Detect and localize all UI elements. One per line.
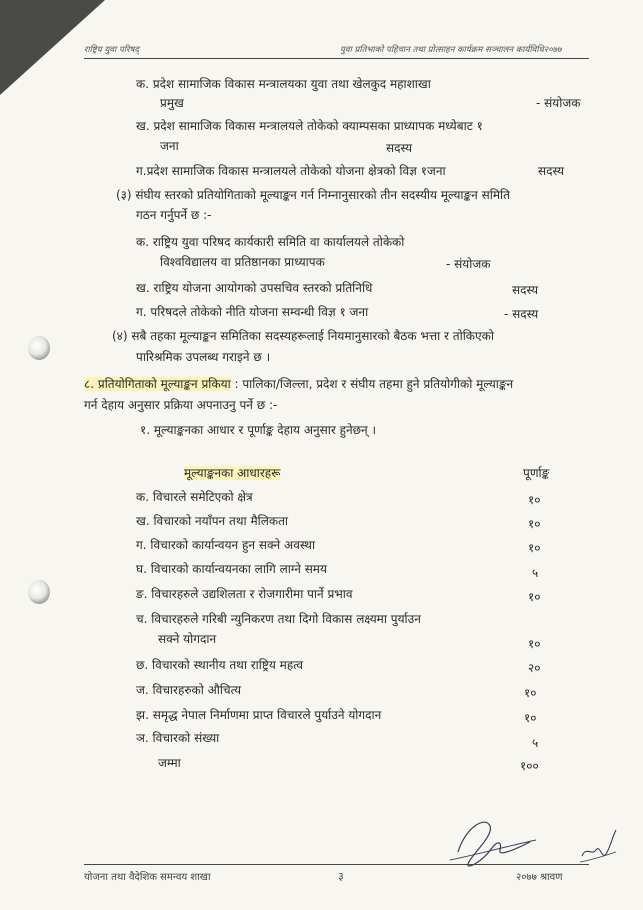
- table-col2-header: पूर्णाङ्क: [523, 466, 550, 480]
- table-row-7-label: छ. विचारको स्थानीय तथा राष्ट्रिय महत्व: [136, 658, 304, 672]
- punch-hole-top: [28, 336, 50, 360]
- table-row-3-label: ग. विचारको कार्यान्वयन हुन सक्ने अवस्था: [136, 538, 316, 552]
- table-row-5-label: ङ. विचारहरुले उद्यशिलता र रोजगारीमा पार्ने प्रभाव: [136, 587, 353, 601]
- clause4-line2: पारिश्रमिक उपलब्ध गराइने छ ।: [136, 350, 271, 364]
- table-col1-header: मूल्याङ्कनका आधारहरू: [184, 466, 281, 480]
- table-row-4-score: ५: [532, 566, 539, 580]
- committee-item-1-role: - संयोजक: [536, 96, 581, 110]
- table-row-9-label: झ. समृद्ध नेपाल निर्माणमा प्राप्त विचारले पुर्याउने योगदान: [136, 708, 382, 722]
- table-row-2-label: ख. विचारको नयाँपन तथा मैलिकता: [136, 514, 289, 528]
- table-row-8-label: ज. विचारहरुको औचित्य: [136, 683, 242, 697]
- clause3-item-1-line2: विश्वविद्यालय वा प्रतिष्ठानका प्राध्यापक: [160, 255, 325, 269]
- clause3-item-2-role: सदस्य: [512, 283, 539, 297]
- section8-sub: १. मूल्याङ्कनका आधार र पूर्णाङ्क देहाय अनुसार हुनेछन् ।: [140, 423, 377, 437]
- punch-hole-bottom: [28, 580, 50, 604]
- committee-item-1-line2: प्रमुख: [160, 96, 184, 110]
- table-row-9-score: १०: [524, 711, 537, 725]
- table-row-2-score: १०: [528, 517, 541, 531]
- footer-right: २०७७ श्रावण: [516, 872, 563, 883]
- clause3-item-3-line1: ग. परिषदले तोकेको नीति योजना सम्वन्धी विज्ञ १ जना: [136, 305, 369, 319]
- clause3-line1: (३) संघीय स्तरको प्रतियोगिताको मूल्याङ्कन गर्न निम्नानुसारको तीन सदस्यीय मूल्याङ्कन समिति: [116, 188, 510, 202]
- clause3-line2: गठन गर्नुपर्ने छ :-: [136, 208, 212, 222]
- table-row-6-label: च. विचारहरुले गरिबी न्युनिकरण तथा दिगो विकास लक्ष्यमा पुर्याउन: [136, 612, 421, 626]
- committee-item-2-role: सदस्य: [386, 141, 413, 155]
- table-row-10-score: ५: [532, 736, 539, 750]
- table-total-value: १००: [520, 759, 539, 773]
- footer-left: योजना तथा वैदेशिक समन्वय शाखा: [84, 872, 211, 883]
- clause3-item-1-role: - संयोजक: [446, 257, 491, 271]
- table-row-5-score: १०: [528, 590, 541, 604]
- clause3-item-3-role: - सदस्य: [504, 307, 539, 321]
- table-row-1-score: १०: [528, 493, 541, 507]
- table-row-6-label2: सक्ने योगदान: [158, 632, 217, 646]
- page-number: ३: [338, 870, 344, 883]
- table-row-1-label: क. विचारले समेटिएको क्षेत्र: [136, 490, 253, 504]
- section8-line2: गर्न देहाय अनुसार प्रक्रिया अपनाउनु पर्ने छ :-: [84, 398, 278, 412]
- header-left: राष्ट्रिय युवा परिषद्: [84, 45, 139, 55]
- footer-rule: [84, 864, 589, 865]
- header-right: युवा प्रतिभाको पहिचान तथा प्रोत्साहन कार्यक्रम सञ्चालन कार्यविधि२०७७: [340, 45, 562, 55]
- committee-item-2-line2: जना: [160, 139, 179, 153]
- table-row-6-score: १०: [528, 637, 541, 651]
- header-rule: [84, 58, 589, 59]
- table-row-4-label: घ. विचारको कार्यान्वयनका लागि लाग्ने समय: [136, 562, 327, 576]
- clause4-line1: (४) सबै तहका मूल्याङ्कन समितिका सदस्यहरूलाई नियमानुसारको बैठक भत्ता र तोकिएको: [112, 329, 494, 343]
- clause3-item-1-line1: क. राष्ट्रिय युवा परिषद कार्यकारी समिति वा कार्यालयले तोकेको: [136, 235, 405, 249]
- table-total-label: जम्मा: [158, 756, 181, 770]
- table-row-3-score: १०: [528, 541, 541, 555]
- committee-item-3-line1: ग.प्रदेश सामाजिक विकास मन्त्रालयले तोकेको योजना क्षेत्रको विज्ञ १जना: [136, 164, 446, 178]
- committee-item-2-line1: ख. प्रदेश सामाजिक विकास मन्त्रालयले तोकेको क्याम्पसका प्राध्यापक मध्येबाट १: [136, 119, 483, 133]
- section8-heading-rest: : पालिका/जिल्ला, प्रदेश र संघीय तहमा हुने प्रतियोगीको मूल्याङ्कन: [230, 377, 514, 391]
- table-row-10-label: ञ. विचारको संख्या: [136, 731, 220, 745]
- committee-item-1-line1: क. प्रदेश सामाजिक विकास मन्त्रालयका युवा तथा खेलकुद महाशाखा: [136, 77, 431, 91]
- clause3-item-2-line1: ख. राष्ट्रिय योजना आयोगको उपसचिव स्तरको प्रतिनिधि: [136, 281, 373, 295]
- table-row-7-score: २०: [528, 661, 541, 675]
- section8-heading: ८. प्रतियोगिताको मूल्याङ्कन प्रकिया: [84, 377, 231, 391]
- committee-item-3-role: सदस्य: [538, 164, 565, 178]
- table-row-8-score: १०: [524, 686, 537, 700]
